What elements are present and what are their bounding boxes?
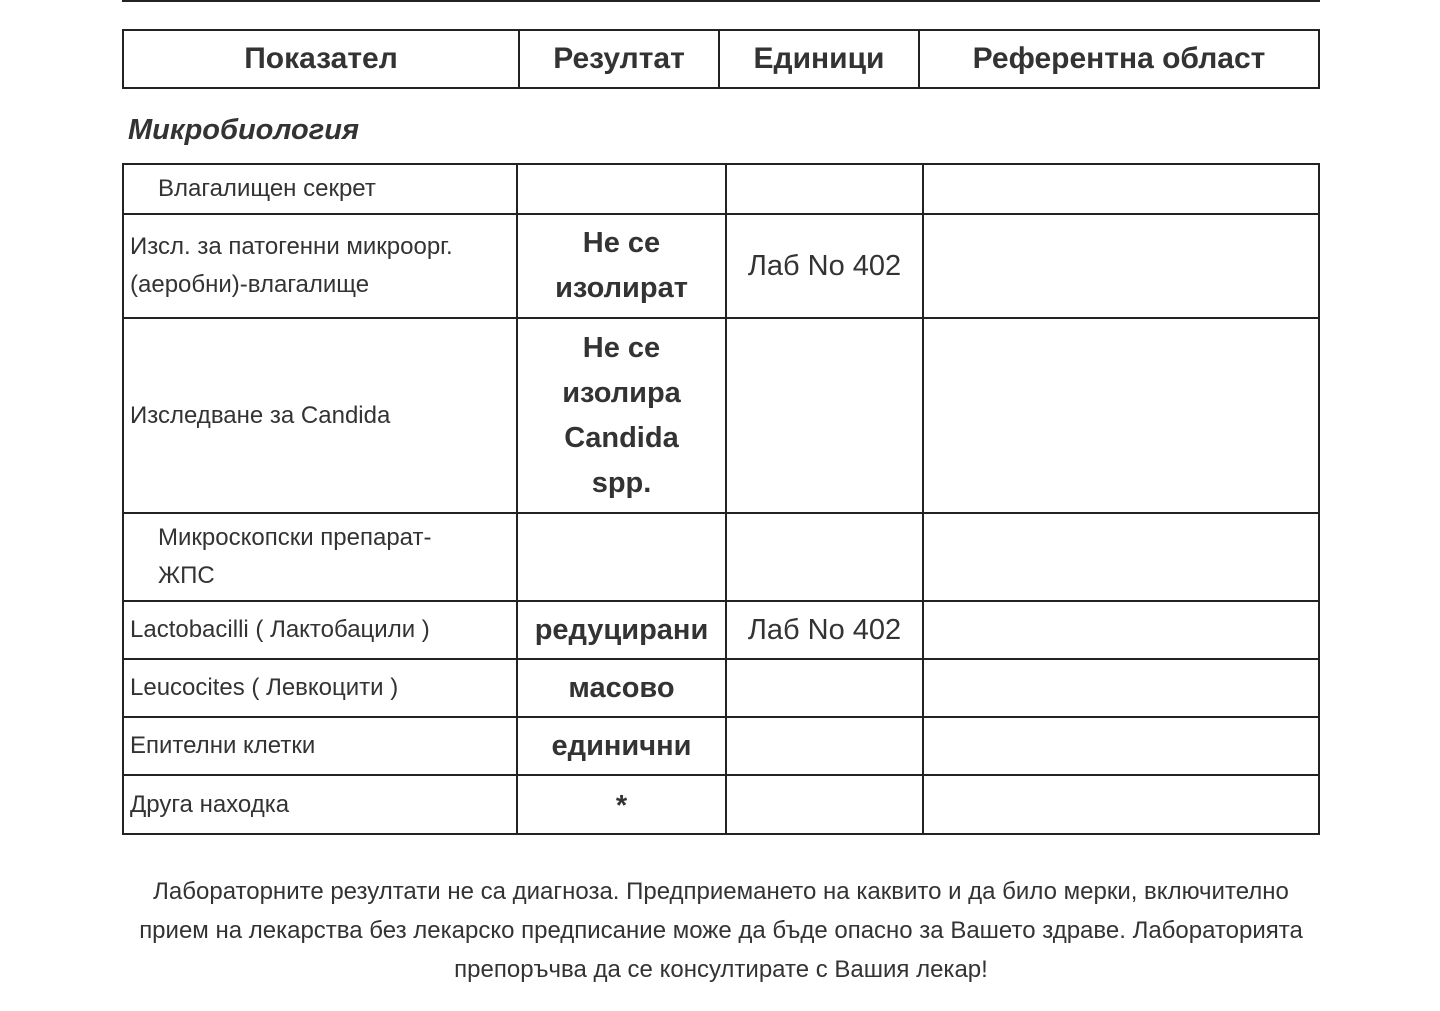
cell-result: Не се изолират: [516, 213, 727, 319]
cell-result: [516, 512, 727, 602]
cell-unit: Лаб No 402: [725, 600, 924, 660]
cell-ref: [922, 658, 1320, 718]
cell-name: Епителни клетки: [122, 716, 518, 776]
cell-result: Не се изолира Candida spp.: [516, 317, 727, 514]
cell-name: Изсл. за патогенни микроорг. (аеробни)-влагалище: [122, 213, 518, 319]
cell-result: *: [516, 774, 727, 835]
cell-ref: [922, 512, 1320, 602]
cell-unit: [725, 512, 924, 602]
column-header: Показател: [122, 29, 520, 89]
cell-unit: Лаб No 402: [725, 213, 924, 319]
cell-name: Влагалищен секрет: [122, 163, 518, 215]
cell-name: Lactobacilli ( Лактобацили ): [122, 600, 518, 660]
cell-name: Leucocites ( Левкоцити ): [122, 658, 518, 718]
cell-result: единични: [516, 716, 727, 776]
cell-unit: [725, 658, 924, 718]
cell-unit: [725, 317, 924, 514]
cell-ref: [922, 600, 1320, 660]
cell-ref: [922, 774, 1320, 835]
cell-ref: [922, 317, 1320, 514]
cell-result: [516, 163, 727, 215]
cell-ref: [922, 163, 1320, 215]
section-title: Микробиология: [128, 114, 360, 146]
cell-unit: [725, 774, 924, 835]
disclaimer: Лабораторните резултати не са диагноза. Предприемането на каквито и да било мерки, включително прием на лекарства без лекарско предписание може да бъде опасно за Вашето здраве. Лабораторията препоръчва да се консултирате с Вашия лекар!: [139, 878, 1303, 983]
cell-ref: [922, 213, 1320, 319]
top-divider: [122, 0, 1320, 2]
cell-unit: [725, 163, 924, 215]
cell-unit: [725, 716, 924, 776]
column-header: Резултат: [518, 29, 720, 89]
cell-name: Изследване за Candida: [122, 317, 518, 514]
cell-result: редуцирани: [516, 600, 727, 660]
cell-name: Друга находка: [122, 774, 518, 835]
cell-ref: [922, 716, 1320, 776]
column-header: Референтна област: [918, 29, 1320, 89]
column-header: Единици: [718, 29, 920, 89]
cell-result: масово: [516, 658, 727, 718]
cell-name: Микроскопски препарат- ЖПС: [122, 512, 518, 602]
